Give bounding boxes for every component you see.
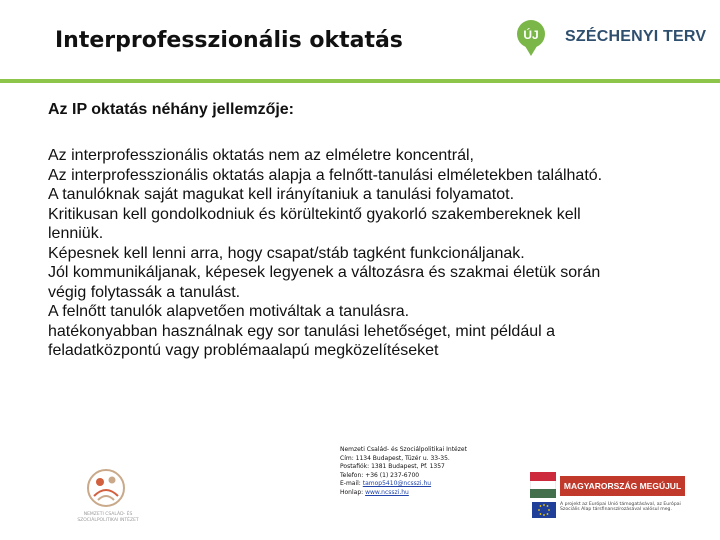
contact-web-link[interactable]: www.ncsszi.hu — [365, 488, 409, 496]
paragraph: Az interprofesszionális oktatás alapja a felnőtt-tanulási elméletekben található. — [48, 166, 603, 184]
paragraph: hatékonyabban használnak egy sor tanulási lehetőséget, mint például a feladatközpontú vagy problémaalapú megközelítéseket — [48, 322, 556, 359]
contact-postal: Postafiók: 1381 Budapest, Pf. 1357 — [340, 463, 445, 471]
family-emblem-icon — [68, 466, 158, 512]
section-subheading: Az IP oktatás néhány jellemzője: — [48, 101, 295, 118]
contact-phone: Telefon: +36 (1) 237-6700 — [340, 471, 420, 479]
paragraph: Jól kommunikáljanak, képesek legyenek a változásra és szakmai életük során végig folytassák a tanulást. — [48, 264, 601, 301]
contact-block — [340, 446, 520, 498]
paragraph: Az interprofesszionális oktatás nem az elméletre koncentrál, — [48, 147, 474, 164]
eu-funding-note: A projekt az Európai Unió támogatásával, az Európai Szociális Alap társfinanszírozásával valósul meg. — [560, 502, 681, 513]
contact-address: Cím: 1134 Budapest, Tüzér u. 33-35. — [340, 454, 450, 462]
paragraph: A felnőtt tanulók alapvetően motiváltak a tanulásra. — [48, 303, 410, 320]
contact-email-link[interactable]: tamop5410@ncsszi.hu — [362, 480, 432, 488]
contact-org: Nemzeti Család- és Szociálpolitikai Intézet — [340, 446, 467, 453]
brand-badge: ÚJ — [523, 28, 539, 42]
contact-web-line — [340, 489, 520, 498]
ncsszi-logo-caption: NEMZETI CSALÁD- ÉS SZOCIÁLPOLITIKAI INTÉZET — [77, 512, 139, 523]
paragraph: Kritikusan kell gondolkodniuk és körültekintő gyakorló szakembereknek kell lenniük. — [48, 205, 581, 242]
header-divider — [0, 79, 720, 83]
paragraph: A tanulóknak saját magukat kell irányítaniuk a tanulási folyamatot. — [48, 186, 515, 203]
page-title: Interprofesszionális oktatás — [55, 28, 403, 53]
contact-email-label: E-mail: — [340, 480, 361, 488]
paragraph: Képesnek kell lenni arra, hogy csapat/stáb tagként funkcionáljanak. — [48, 244, 525, 262]
hungary-renewal-badge — [530, 472, 685, 520]
hungarian-flag-icon — [530, 472, 556, 498]
hu-banner: MAGYARORSZÁG MEGÚJUL — [560, 476, 685, 496]
brand-text: SZÉCHENYI TERV — [565, 28, 707, 45]
szechenyi-logo-icon — [515, 18, 555, 58]
contact-web-label: Honlap: — [340, 488, 364, 496]
contact-email-line — [340, 480, 520, 489]
body-text — [48, 146, 638, 361]
eu-flag-icon — [532, 502, 556, 518]
szechenyi-terv-logo — [515, 18, 715, 58]
